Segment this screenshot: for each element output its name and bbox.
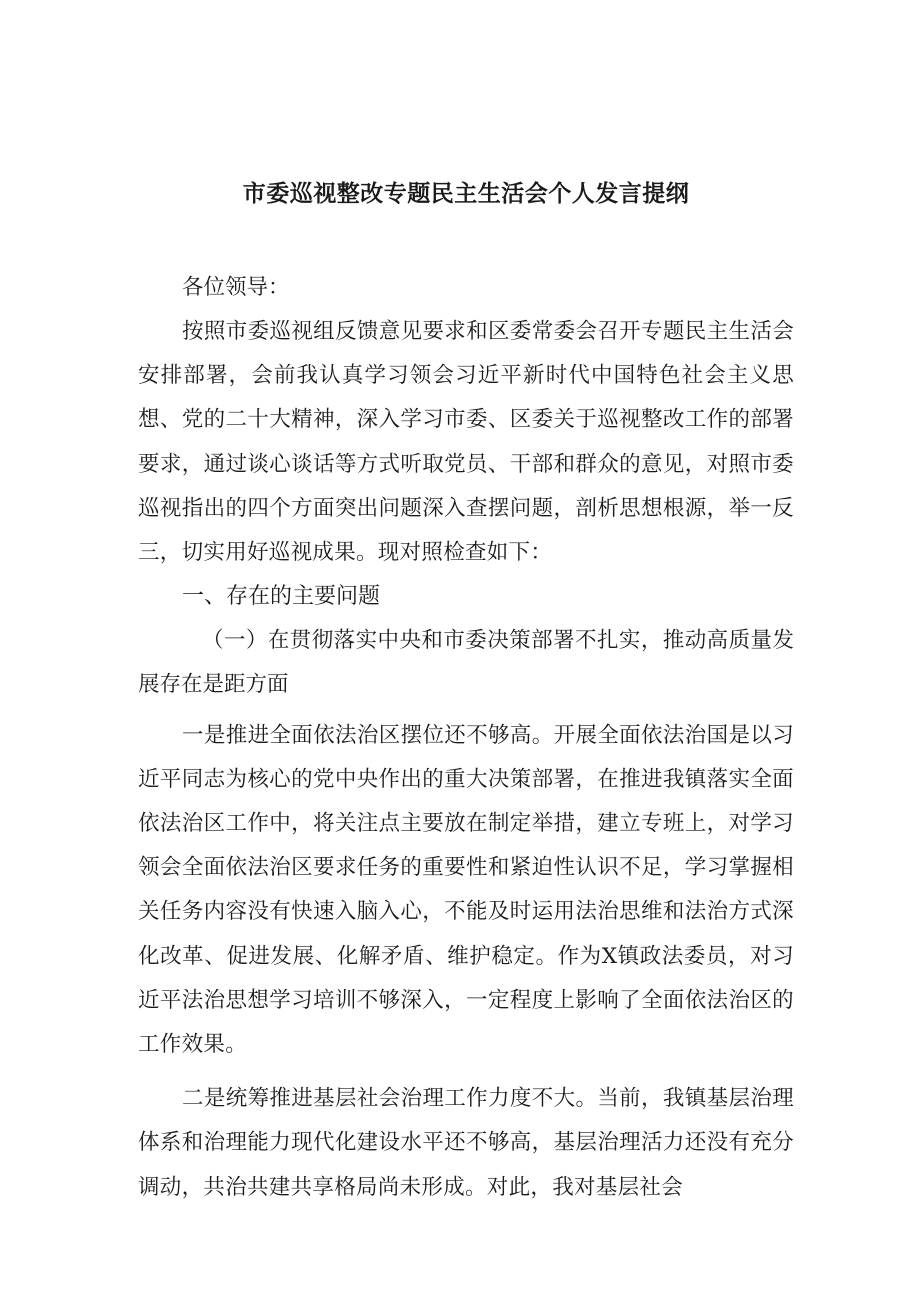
point-paragraph-2: 二是统筹推进基层社会治理工作力度不大。当前，我镇基层治理体系和治理能力现代化建设水平还不够高，基层治理活力还没有充分调动，共治共建共享格局尚未形成。对此，我对基层社会 [138, 1086, 794, 1200]
document-title: 市委巡视整改专题民主生活会个人发言提纲 [242, 181, 690, 207]
document-body [138, 178, 794, 1210]
intro-paragraph: 按照市委巡视组反馈意见要求和区委常委会召开专题民主生活会安排部署，会前我认真学习领会习近平新时代中国特色社会主义思想、党的二十大精神，深入学习市委、区委关于巡视整改工作的部署要求，通过谈心谈话等方式听取党员、干部和群众的意见，对照市委巡视指出的四个方面突出问题深入查摆问题，剖析思想根源，举一反三，切实用好巡视成果。现对照检查如下： [138, 319, 794, 566]
point-paragraph-1: 一是推进全面依法治区摆位还不够高。开展全面依法治国是以习近平同志为核心的党中央作出的重大决策部署，在推进我镇落实全面依法治区工作中，将关注点主要放在制定举措，建立专班上，对学习领会全面依法治区要求任务的重要性和紧迫性认识不足，学习掌握相关任务内容没有快速入脑入心，不能及时运用法治思维和法治方式深化改革、促进发展、化解矛盾、维护稳定。作为X镇政法委员，对习近平法治思想学习培训不够深入，一定程度上影响了全面依法治区的工作效果。 [138, 722, 794, 1058]
section-heading-problems: 一、存在的主要问题 [182, 584, 381, 610]
subsection-heading-1: （一）在贯彻落实中央和市委决策部署不扎实，推动高质量发展存在是距方面 [138, 628, 794, 698]
paragraph-gap [138, 1067, 794, 1077]
salutation: 各位领导： [182, 275, 290, 300]
